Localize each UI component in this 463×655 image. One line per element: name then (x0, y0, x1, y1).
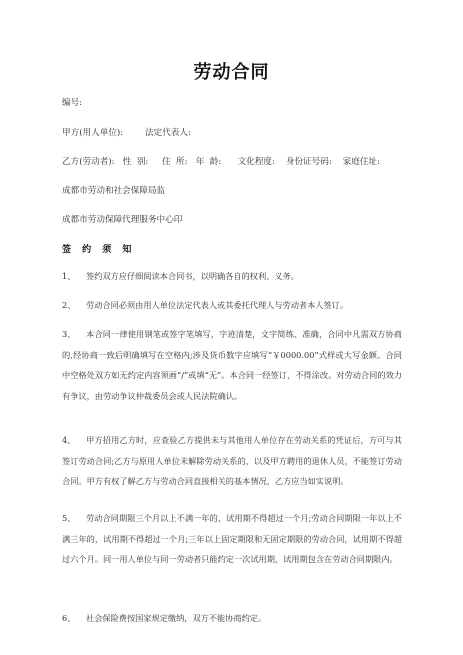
notice-item-2 (62, 295, 402, 316)
notice-heading: 签 约 须 知 (62, 245, 136, 255)
notice-item-1 (62, 266, 402, 287)
notice-item-text: 劳动合同必须由用人单位法定代表人或其委托代理人与劳动者本人签订。 (86, 300, 349, 310)
notice-item-number: 5、 (62, 513, 76, 523)
notice-item-number: 3、 (62, 329, 76, 339)
notice-item-3 (62, 324, 402, 406)
authority-printer: 成都市劳动保障代理服务中心印 (62, 215, 183, 225)
authority-supervisor: 成都市劳动和社会保障局监 (62, 186, 166, 196)
notice-item-text: 社会保险费按国家规定缴纳，双方不能协商约定。 (86, 613, 267, 623)
party-b-line: 乙方(劳动者): 性 别: 住 所: 年 龄: 文化程度: 身份证号码: 家庭住址: (62, 157, 380, 167)
notice-item-text: 签约双方应仔细阅读本合同书，以明确各自的权利、义务。 (86, 271, 299, 281)
document-title: 劳动合同 (193, 62, 270, 83)
notice-item-number: 1、 (62, 271, 76, 281)
contract-number-label: 编号: (62, 98, 83, 108)
notice-item-text: 劳动合同期限三个月以上不满一年的，试用期不得超过一个月;劳动合同期限一年以上不满三年的，试用期不得超过一个月;三年以上固定期限和无固定期限的劳动合同，试用期不得超过六个月。同一用人单位与同一劳动者只能约定一次试用期，试用期包含在劳动合同期限内。 (62, 513, 402, 564)
notice-item-text: 本合同一律使用钢笔或签字笔填写，字迹清楚，文字简练、准确，合同中凡需双方协商的,经协商一致后明确填写在空格内;涉及货币数字应填写“￥0000.00”式样或大写金额。合同中空格处双方如无约定内容须画“/”或填“无”。本合同一经签订，不得涂改。对劳动合同的效力有争议，由劳动争议仲裁委员会或人民法院确认。 (62, 329, 402, 401)
notice-item-number: 6、 (62, 613, 76, 623)
party-a-line: 甲方(用人单位): 法定代表人: (62, 128, 191, 138)
notice-item-number: 4、 (62, 435, 76, 445)
notice-item-6 (62, 608, 402, 629)
notice-item-5 (62, 508, 402, 570)
notice-item-text: 甲方招用乙方时，应查验乙方提供未与其他用人单位存在劳动关系的凭证后，方可与其签订劳动合同;乙方与原用人单位未解除劳动关系的，以及甲方聘用的退休人员，不能签订劳动合同。甲方有权了解乙方与劳动合同直接相关的基本情况，乙方应当如实说明。 (62, 435, 402, 486)
notice-item-4 (62, 430, 402, 492)
notice-item-number: 2、 (62, 300, 76, 310)
